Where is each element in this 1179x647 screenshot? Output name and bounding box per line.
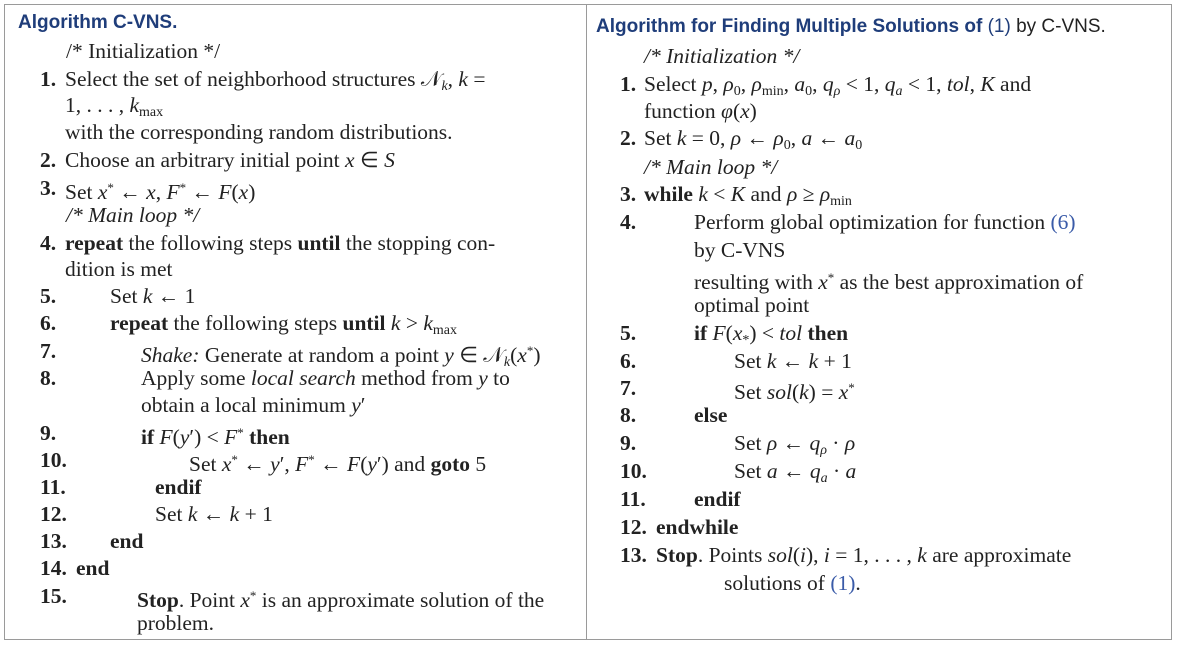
line-number: 11. bbox=[40, 475, 66, 499]
algorithm-step-text: 1, . . . , $k_{max}$ bbox=[65, 93, 164, 120]
algorithm-step-text: /* Main loop */ bbox=[644, 155, 778, 179]
title-equation-ref: (1) bbox=[987, 16, 1011, 37]
algorithm-step-text: Set x* ← x, F* ← F(x) bbox=[65, 180, 256, 204]
column-divider bbox=[586, 4, 587, 640]
algorithm-step-text: Shake: Generate at random a point y ∈ 𝒩$_k$(x*) bbox=[141, 343, 541, 370]
algorithm-step-text: Set a ← $q_a \cdot a$ bbox=[734, 459, 857, 486]
line-number: 6. bbox=[620, 349, 637, 373]
line-number: 11. bbox=[620, 487, 646, 511]
line-number: 14. bbox=[40, 556, 67, 580]
algorithm-step-text: end bbox=[110, 529, 144, 553]
title-suffix: by C-VNS. bbox=[1016, 16, 1106, 37]
line-number: 8. bbox=[620, 403, 637, 427]
line-number: 9. bbox=[40, 421, 57, 445]
line-number: 4. bbox=[620, 210, 637, 234]
algorithm-step-text: Set x* ← y′, F* ← F(y′) and goto 5 bbox=[189, 452, 487, 476]
algorithm-step-text: Set k = 0, ρ ← $\rho_0$, a ← $a_0$ bbox=[644, 126, 863, 153]
line-number: 10. bbox=[620, 459, 647, 483]
algorithm-step-text: with the corresponding random distributions. bbox=[65, 120, 453, 144]
line-number: 6. bbox=[40, 311, 57, 335]
algorithm-step-text: endif bbox=[155, 475, 202, 499]
line-number: 1. bbox=[40, 67, 57, 91]
algorithm-step-text: solutions of (1). bbox=[724, 571, 861, 595]
algorithm-step-text: by C-VNS bbox=[694, 238, 786, 262]
algorithm-step-text: while k < K and $\rho \ge \rho_{min}$ bbox=[644, 182, 852, 209]
algorithm-step-text: end bbox=[76, 556, 110, 580]
algorithm-step-text: Choose an arbitrary initial point x ∈ S bbox=[65, 148, 395, 172]
line-number: 1. bbox=[620, 72, 637, 96]
line-number: 3. bbox=[40, 176, 57, 200]
algorithm-cvns-title: Algorithm C-VNS. bbox=[18, 12, 178, 33]
line-number: 2. bbox=[40, 148, 57, 172]
algorithm-step-text: dition is met bbox=[65, 257, 173, 281]
algorithm-step-text: else bbox=[694, 403, 728, 427]
line-number: 8. bbox=[40, 366, 57, 390]
line-number: 12. bbox=[40, 502, 67, 526]
algorithm-step-text: obtain a local minimum y′ bbox=[141, 393, 366, 417]
algorithm-step-text: endwhile bbox=[656, 515, 739, 539]
algorithm-step-text: Set k ← 1 bbox=[110, 284, 196, 308]
line-number: 4. bbox=[40, 231, 57, 255]
algorithm-step-text: endif bbox=[694, 487, 741, 511]
line-number: 13. bbox=[620, 543, 647, 567]
algorithm-step-text: /* Main loop */ bbox=[66, 203, 200, 227]
line-number: 5. bbox=[40, 284, 57, 308]
algorithm-step-text: Set ρ ← $q_\rho \cdot \rho$ bbox=[734, 431, 856, 458]
algorithm-multiple-solutions-title bbox=[596, 16, 1106, 38]
line-number: 9. bbox=[620, 431, 637, 455]
line-number: 13. bbox=[40, 529, 67, 553]
algorithm-step-text: Set sol(k) = x* bbox=[734, 380, 855, 404]
algorithm-step-text: resulting with x* as the best approximation of bbox=[694, 270, 1084, 294]
algorithm-step-text: repeat the following steps until the stopping con- bbox=[65, 231, 496, 255]
algorithm-step-text: Perform global optimization for function (6) bbox=[694, 210, 1076, 234]
line-number: 15. bbox=[40, 584, 67, 608]
line-number: 7. bbox=[620, 376, 637, 400]
line-number: 3. bbox=[620, 182, 637, 206]
line-number: 12. bbox=[620, 515, 647, 539]
algorithm-step-text: Set k ← k + 1 bbox=[155, 502, 273, 526]
algorithm-step-text: repeat the following steps until $k > k_{max}$ bbox=[110, 311, 457, 338]
algorithm-step-text: problem. bbox=[137, 611, 215, 635]
algorithm-step-text: Select the set of neighborhood structures 𝒩$_k$, k = bbox=[65, 67, 486, 94]
algorithm-step-text: Select p, $\rho_0$, $\rho_{min}$, $a_0$, $q_\rho < 1$, $q_a < 1$, tol, K and bbox=[644, 72, 1032, 99]
algorithm-step-text: if F(y′) < F* then bbox=[141, 425, 290, 449]
line-number: 7. bbox=[40, 339, 57, 363]
line-number: 5. bbox=[620, 321, 637, 345]
algorithm-step-text: function φ(x) bbox=[644, 99, 757, 123]
line-number: 10. bbox=[40, 448, 67, 472]
algorithm-step-text: /* Initialization */ bbox=[644, 44, 800, 68]
algorithm-step-text: /* Initialization */ bbox=[66, 39, 221, 63]
algorithm-step-text: optimal point bbox=[694, 293, 810, 317]
title-main: Algorithm for Finding Multiple Solutions of bbox=[596, 16, 983, 37]
algorithm-step-text: if $F(x_*)$ < tol then bbox=[694, 321, 849, 348]
algorithm-step-text: Apply some local search method from y to bbox=[141, 366, 510, 390]
algorithm-step-text: Stop. Points sol(i), i = 1, . . . , k are approximate bbox=[656, 543, 1072, 567]
algorithm-step-text: Stop. Point x* is an approximate solution of the bbox=[137, 588, 545, 612]
line-number: 2. bbox=[620, 126, 637, 150]
algorithm-step-text: Set k ← k + 1 bbox=[734, 349, 852, 373]
